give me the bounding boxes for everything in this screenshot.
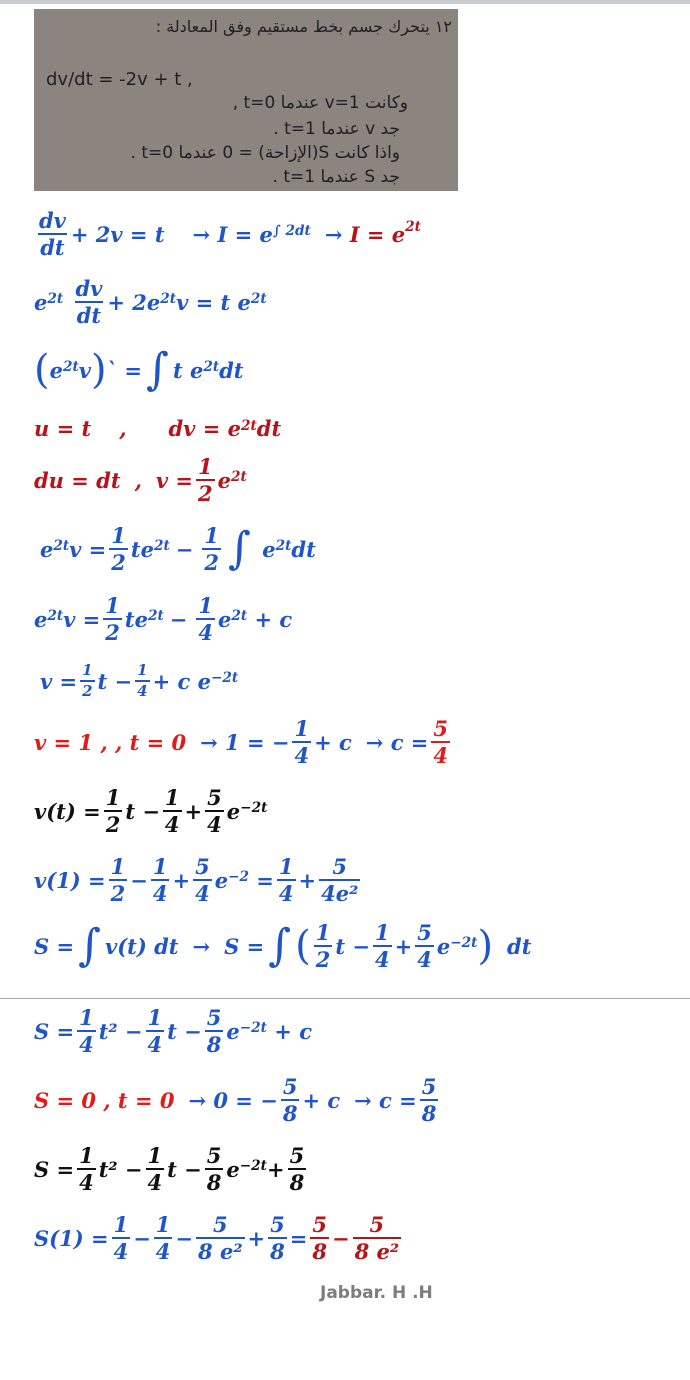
equation-15: S = $\frac{1}{4}$ t² − $\frac{1}{4}$ t − $\frac{5}{8}$ e $^{-2t}$ + $\frac{5}{8}$ — [34, 1143, 305, 1195]
final-answer-part-2: $\frac{5}{\text{8 e²}}$ — [354, 1212, 400, 1264]
equation-12: S = ∫ v(t) dt → S = ∫ ( $\frac{1}{2}$ t − $\frac{1}{4}$ + $\frac{5}{4}$ e $^{-2t}$ ) dt — [34, 920, 532, 972]
equation-3: ( e $^{2t}$ v ) ` = ∫ t e $^{2t}$ dt — [34, 344, 244, 395]
problem-line-5: واذا كانت S(الإزاحة) = 0 عندما t=0 . — [130, 143, 400, 163]
final-answer-part-1: $\frac{5}{8}$ — [312, 1212, 327, 1264]
section-divider — [0, 998, 690, 999]
constant-c-result: $\frac{5}{4}$ — [433, 716, 449, 768]
equation-16: S(1) = $\frac{1}{4}$ − $\frac{1}{4}$ − $\frac{5}{\text{8 e²}}$ + $\frac{5}{8}$ = $\frac{5}{8}$ − $\frac{5}{\text{8 e²}}$ — [34, 1212, 400, 1264]
problem-line-3: وكانت v=1 عندما t=0 , — [232, 93, 408, 113]
equation-6: e $^{2t}$ v = $\frac{1}{2}$ te $^{2t}$ − $\frac{1}{2}$ ∫ e $^{2t}$ dt — [40, 523, 316, 575]
problem-line-2: dv/dt = -2v + t , — [46, 69, 193, 90]
equation-11: v(1) = $\frac{1}{2}$ − $\frac{1}{4}$ + $\frac{5}{4}$ e $^{-2}$ = $\frac{1}{4}$ + $\frac{5}{\text{4e²}}$ — [34, 854, 359, 906]
problem-line-4: جد v عندما t=1 . — [273, 119, 400, 139]
equation-4: u = t , dv = e $^{2t}$ dt — [34, 416, 282, 441]
equation-8: v = $\frac{1}{2}$ t − $\frac{1}{4}$ + c e $^{-2t}$ — [40, 661, 239, 700]
handwritten-problem-photo — [34, 9, 458, 191]
equation-7: e $^{2t}$ v = $\frac{1}{2}$ te $^{2t}$ − $\frac{1}{4}$ e $^{2t}$ + c — [34, 593, 293, 645]
equation-14: S = 0 , t = 0 → 0 = − $\frac{5}{8}$ + c → c = $\frac{5}{8}$ — [34, 1074, 437, 1126]
author-signature: Jabbar. H .H — [320, 1283, 433, 1303]
problem-line-6: جد S عندما t=1 . — [272, 167, 400, 187]
equation-10: v(t) = $\frac{1}{2}$ t − $\frac{1}{4}$ + $\frac{5}{4}$ e $^{-2t}$ — [34, 785, 268, 837]
equation-9: v = 1 , , t = 0 → 1 = − $\frac{1}{4}$ + c → c = $\frac{5}{4}$ — [34, 716, 449, 768]
equation-1: $\frac{dv}{dt}$ + 2v = t → I = e $^{\int 2dt}$ → $I = e^{2t}$ — [39, 208, 421, 260]
integrating-factor-result: $I = e^{2t}$ — [349, 219, 421, 247]
equation-13: S = $\frac{1}{4}$ t² − $\frac{1}{4}$ t − $\frac{5}{8}$ e $^{-2t}$ + c — [34, 1005, 312, 1057]
equation-5: du = dt , v = $\frac{1}{2}$ e $^{2t}$ — [34, 454, 247, 506]
top-border — [0, 0, 690, 4]
equation-2: e $^{2t}$ $\frac{dv}{dt}$ + 2e $^{2t}$ v = t e $^{2t}$ — [34, 276, 267, 328]
problem-line-1: ١٢ يتحرك جسم بخط مستقيم وفق المعادلة : — [155, 17, 452, 36]
